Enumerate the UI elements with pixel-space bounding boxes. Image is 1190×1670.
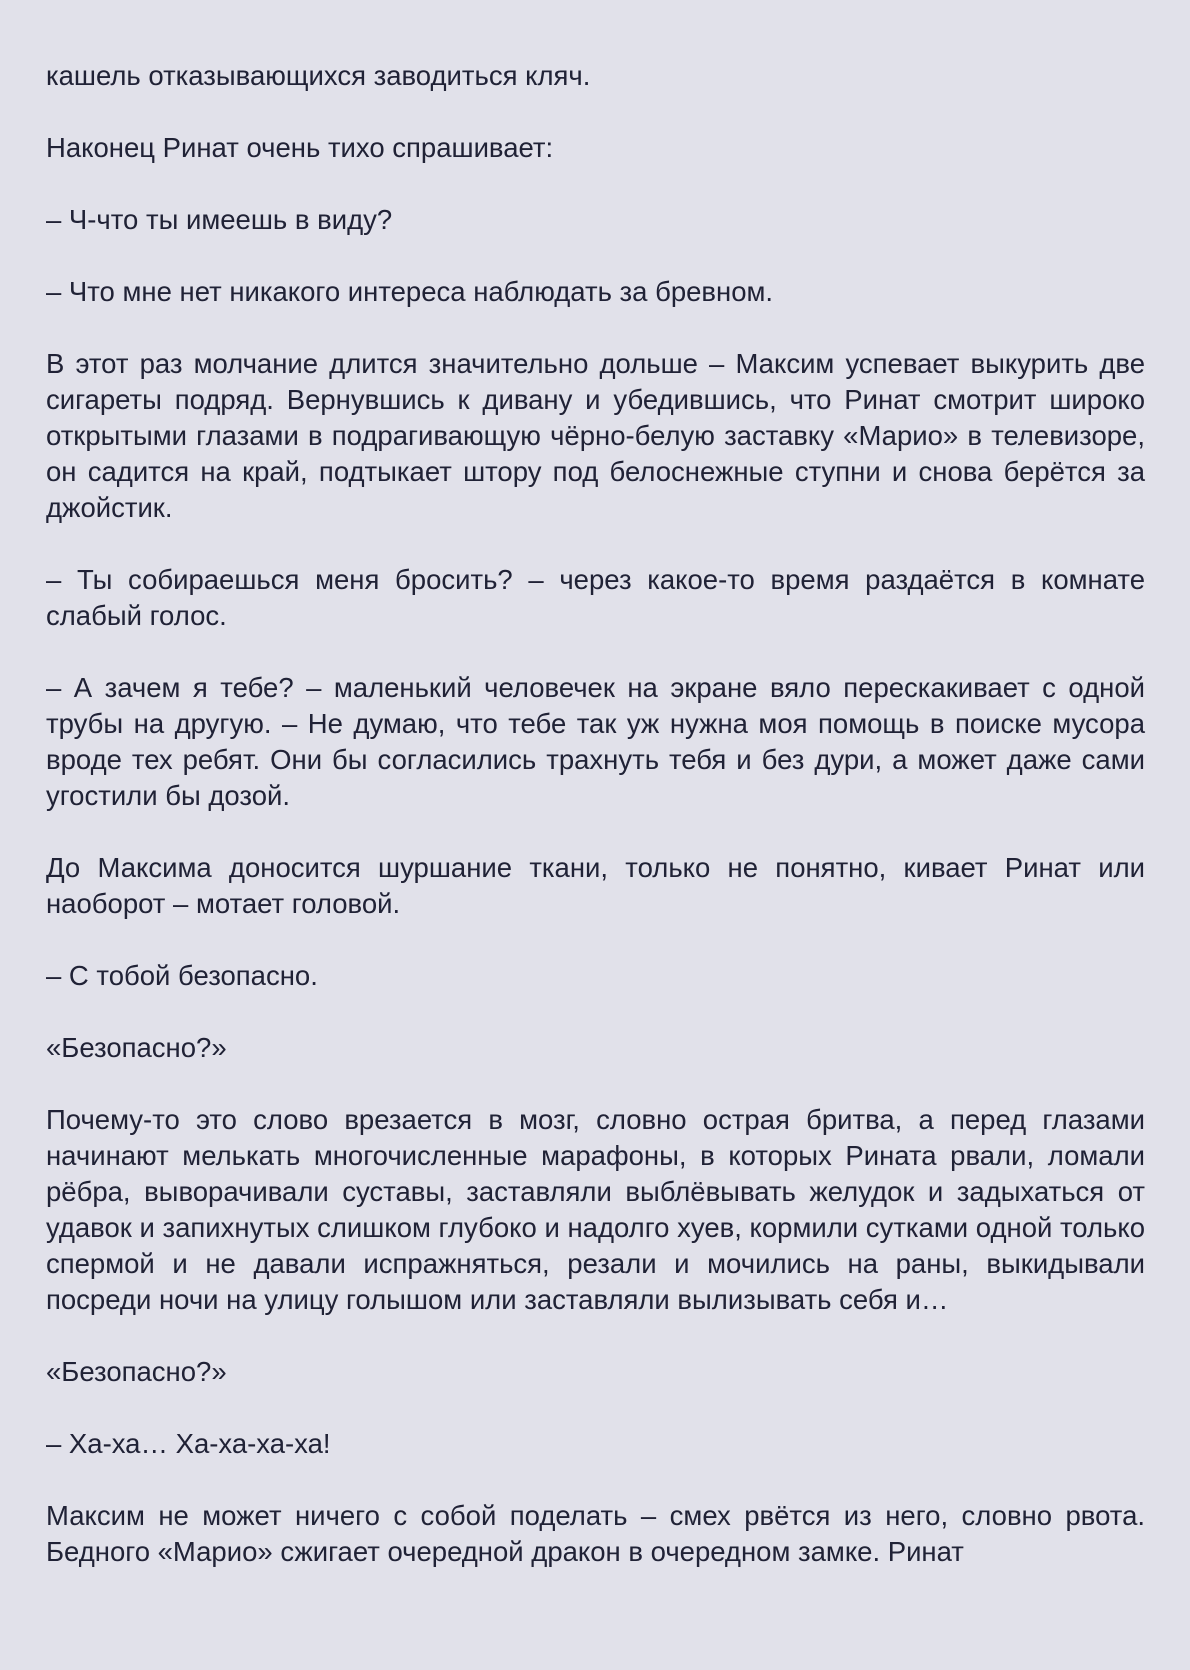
paragraph: – А зачем я тебе? – маленький человечек на экране вяло перескакивает с одной трубы на другую. – Не думаю, что тебе так уж нужна моя помощь в поиске мусора вроде тех ребят. Они бы согласились трахнуть тебя и без дури, а может даже сами угостили бы дозой. — [46, 672, 1145, 811]
paragraph: – Что мне нет никакого интереса наблюдать за бревном. — [46, 276, 774, 307]
paragraph: – С тобой безопасно. — [46, 960, 318, 991]
document-page — [46, 58, 1145, 1606]
paragraph: В этот раз молчание длится значительно дольше – Максим успевает выкурить две сигареты подряд. Вернувшись к дивану и убедившись, что Ринат смотрит широко открытыми глазами в подрагивающую чёрно-белую заставку «Марио» в телевизоре, он садится на край, подтыкает штору под белоснежные ступни и снова берётся за джойстик. — [46, 348, 1145, 523]
paragraph: – Ты собираешься меня бросить? – через какое-то время раздаётся в комнате слабый голос. — [46, 564, 1145, 631]
paragraph: До Максима доносится шуршание ткани, только не понятно, кивает Ринат или наоборот – мотает головой. — [46, 852, 1145, 919]
paragraph: кашель отказывающихся заводиться кляч. — [46, 60, 591, 91]
paragraph: – Ч-что ты имеешь в виду? — [46, 204, 393, 235]
paragraph: – Ха-ха… Ха-ха-ха-ха! — [46, 1428, 331, 1459]
paragraph: Наконец Ринат очень тихо спрашивает: — [46, 132, 554, 163]
paragraph: Почему-то это слово врезается в мозг, словно острая бритва, а перед глазами начинают мелькать многочисленные марафоны, в которых Рината рвали, ломали рёбра, выворачивали суставы, заставляли выблёвывать желудок и задыхаться от удавок и запихнутых слишком глубоко и надолго хуев, кормили сутками одной только спермой и не давали испражняться, резали и мочились на раны, выкидывали посреди ночи на улицу голышом или заставляли вылизывать себя и… — [46, 1104, 1145, 1315]
paragraph: «Безопасно?» — [46, 1032, 227, 1063]
paragraph: Максим не может ничего с собой поделать – смех рвётся из него, словно рвота. Бедного «Марио» сжигает очередной дракон в очередном замке. Ринат — [46, 1500, 1145, 1567]
paragraph: «Безопасно?» — [46, 1356, 227, 1387]
